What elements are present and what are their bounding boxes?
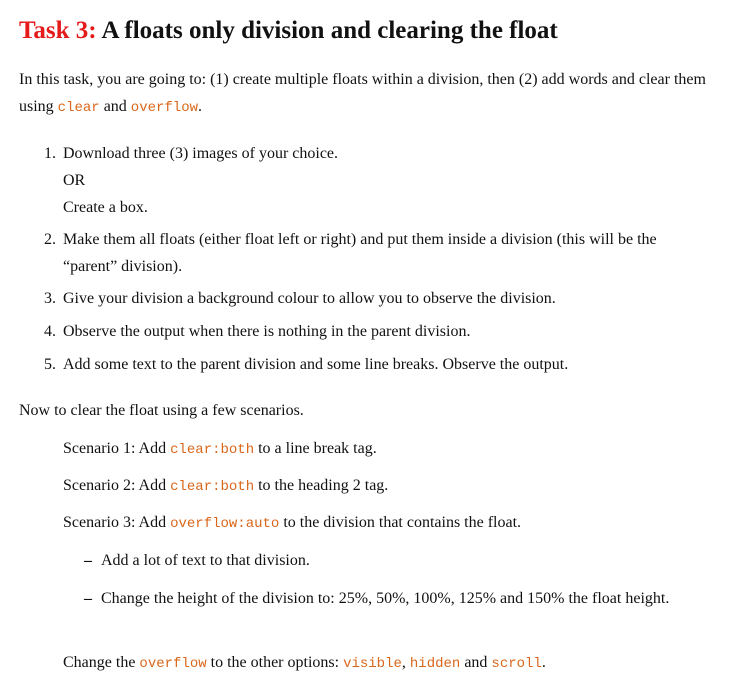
- scenario-1-code: clear:both: [170, 442, 255, 458]
- list-item-number: 1.: [44, 145, 56, 162]
- sub-item-text: Add a lot of text to that division.: [101, 552, 310, 569]
- code-overflow-2: overflow: [139, 656, 207, 672]
- scenario-2-code: clear:both: [170, 479, 255, 495]
- scenario-3-suffix: to the division that contains the float.: [279, 514, 522, 531]
- list-item-number: 2.: [44, 231, 56, 248]
- sub-item-dash: –: [84, 590, 92, 607]
- task-heading: A floats only division and clearing the float: [101, 17, 558, 44]
- code-clear: clear: [57, 100, 100, 116]
- scenario-1: [63, 435, 723, 464]
- code-visible: visible: [343, 656, 402, 672]
- code-hidden: hidden: [409, 656, 461, 672]
- list-item-number: 4.: [44, 323, 56, 340]
- page-title: [19, 14, 558, 48]
- list-item-number: 5.: [44, 356, 56, 373]
- list-item-text: [63, 140, 703, 221]
- task-label: Task 3:: [19, 17, 97, 44]
- scenario-2-prefix: Scenario 2: Add: [63, 477, 171, 494]
- sub-item-text: Change the height of the division to: 25%, 50%, 100%, 125% and 150% the float height.: [101, 590, 670, 607]
- overflow-line-sep-1: ,: [401, 654, 410, 671]
- intro-text-middle: and: [99, 98, 131, 115]
- step-1-line-3: Create a box.: [63, 199, 148, 216]
- overflow-line-middle: to the other options:: [206, 654, 344, 671]
- scenario-3-code: overflow:auto: [170, 516, 280, 532]
- sub-item-dash: –: [84, 552, 92, 569]
- step-1-line-1: Download three (3) images of your choice.: [63, 145, 339, 162]
- scenario-2: [63, 472, 723, 501]
- overflow-line-sep-2: and: [460, 654, 492, 671]
- list-item-text: Make them all floats (either float left or right) and put them inside a division (this will be the “parent” division).: [63, 231, 657, 275]
- intro-text-before: In this task, you are going to: (1) create multiple floats within a division, then (2) add words and clear them using: [19, 71, 706, 115]
- code-overflow: overflow: [130, 100, 199, 116]
- overflow-line-prefix: Change the: [63, 654, 140, 671]
- scenario-2-suffix: to the heading 2 tag.: [254, 477, 389, 494]
- list-item-text: Give your division a background colour to allow you to observe the division.: [63, 290, 556, 307]
- clear-intro-paragraph: Now to clear the float using a few scenarios.: [19, 402, 304, 419]
- scenario-1-suffix: to a line break tag.: [254, 440, 377, 457]
- intro-text-after: .: [198, 98, 203, 115]
- list-item-text: Observe the output when there is nothing in the parent division.: [63, 323, 471, 340]
- scenario-3-prefix: Scenario 3: Add: [63, 514, 171, 531]
- scenario-1-prefix: Scenario 1: Add: [63, 440, 171, 457]
- intro-paragraph: [19, 66, 719, 122]
- scenario-3: [63, 509, 723, 538]
- list-item-number: 3.: [44, 290, 56, 307]
- list-item-text: Add some text to the parent division and some line breaks. Observe the output.: [63, 356, 569, 373]
- code-scroll: scroll: [491, 656, 542, 672]
- step-1-line-2: OR: [63, 172, 86, 189]
- overflow-options-line: [63, 649, 723, 678]
- overflow-line-end: .: [541, 654, 546, 671]
